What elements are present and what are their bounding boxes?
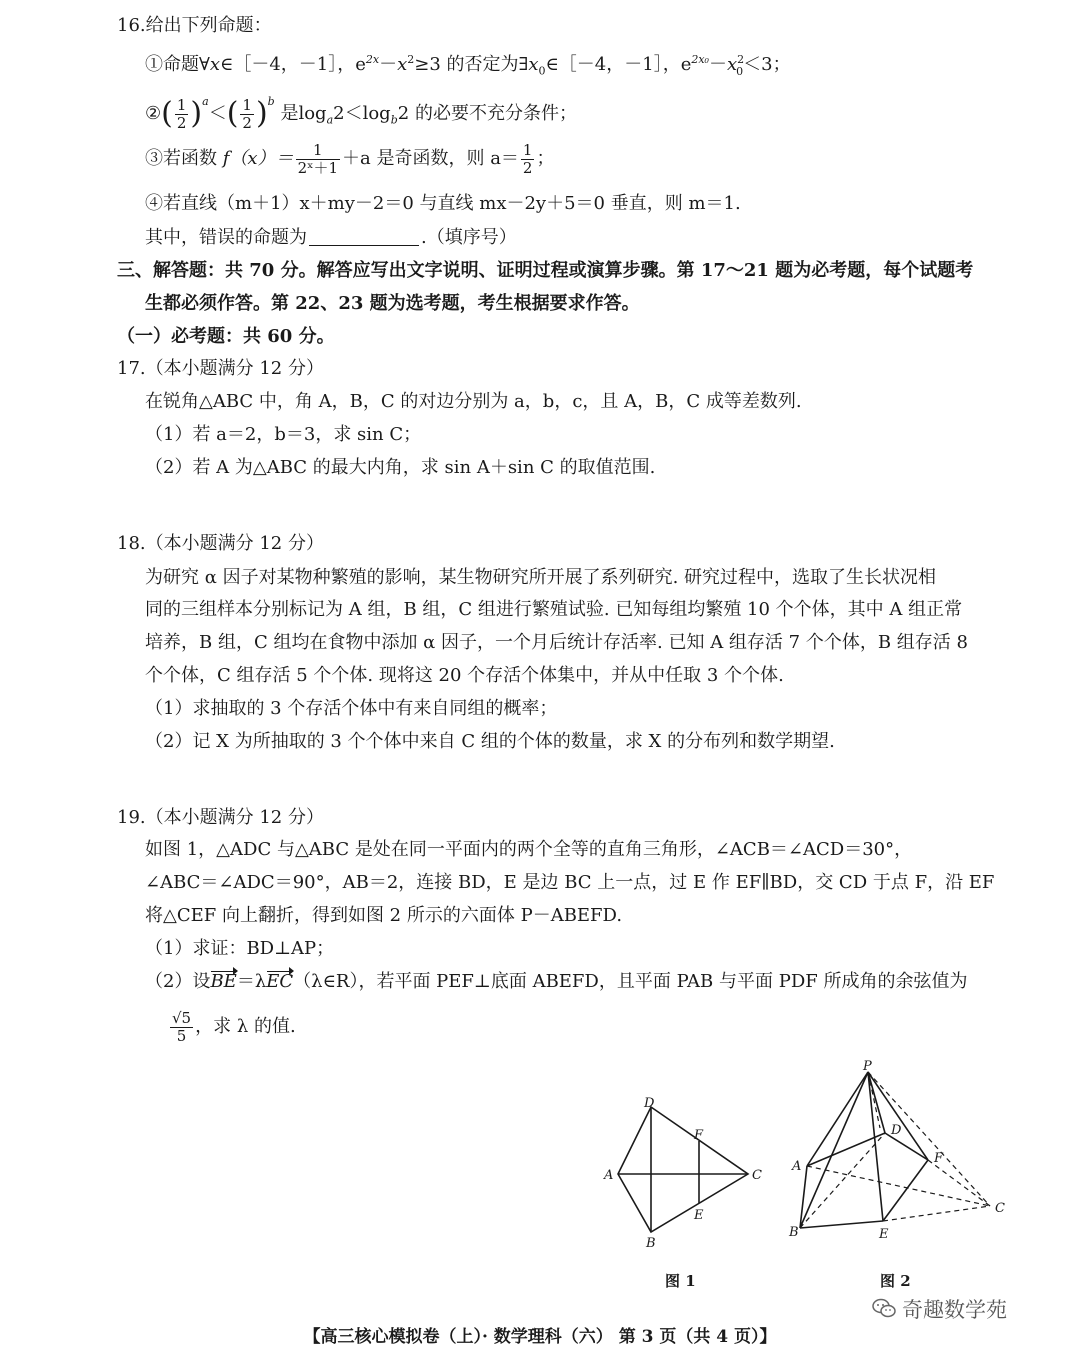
wechat-icon (872, 1298, 896, 1325)
q17-line3: （2）若 A 为△ABC 的最大内角，求 sin A＋sin C 的取值范围. (145, 457, 656, 478)
q16-prop-4: ④若直线（m＋1）x＋my－2＝0 与直线 mx－2y＋5＝0 垂直，则 m＝1. (145, 193, 741, 214)
q17-head: 17.（本小题满分 12 分） (117, 358, 324, 379)
q16-intro: 16.给出下列命题： (117, 15, 272, 36)
fig2-label-e: E (879, 1227, 889, 1242)
q16-prop-1: ①命题∀x∈［－4，－1］，$e^{2x}-x^2\ge 3$ 的否定为$\exists x_0\in[-4$，－1］，$e^{2x_0}-x^2_0<3$； (145, 53, 791, 78)
q18-head: 18.（本小题满分 12 分） (117, 533, 324, 554)
q19-line4: （1）求证：BD⊥AP； (145, 938, 335, 959)
q18-line3: 培养，B 组，C 组均在食物中添加 α 因子，一个月后统计存活率. 已知 A 组存活 7 个个体，B 组存活 8 (145, 632, 968, 653)
fig1-quadrilateral (618, 1107, 748, 1232)
q18-line2: 同的三组样本分别标记为 A 组，B 组，C 组进行繁殖试验. 已知每组均繁殖 10 个个体，其中 A 组正常 (145, 599, 963, 620)
fig2-label-c: C (995, 1201, 1005, 1216)
q18-line5: （1）求抽取的 3 个存活个体中有来自同组的概率； (145, 698, 558, 719)
section3-sub: （一）必考题：共 60 分。 (117, 326, 335, 347)
q19-line1: 如图 1，△ADC 与△ABC 是处在同一平面内的两个全等的直角三角形，∠ACB＝∠ACD＝30°， (145, 839, 913, 860)
fig1-label-b: B (646, 1236, 656, 1251)
fig1-label-a: A (604, 1168, 614, 1183)
watermark (872, 1294, 1007, 1325)
q17-line2: （1）若 a＝2，b＝3，求 sin C； (145, 424, 422, 445)
vector-ec: EC (266, 971, 294, 992)
q16-prop-2: ②( $\frac{1}{2}$ )$^a$＜( $\frac{1}{2}$ )$^b$ 是$\log_a2<\log_b2$ 的必要不充分条件； (145, 95, 577, 132)
figure-1 (596, 1095, 776, 1255)
section3-line2: 生都必须作答。第 22、23 题为选考题，考生根据要求作答。 (145, 293, 640, 314)
q18-line4: 个个体，C 组存活 5 个个体. 现将这 20 个存活个体集中，并从中任取 3 个个体. (145, 665, 784, 686)
fig1-label-d: D (644, 1096, 655, 1111)
fig2-label-p: P (863, 1059, 872, 1074)
figure-1-caption: 图 1 (665, 1272, 696, 1290)
page-footer: 【高三核心模拟卷（上）· 数学理科（六） 第 3 页（共 4 页）】 (303, 1327, 777, 1347)
q19-head: 19.（本小题满分 12 分） (117, 807, 324, 828)
fig2-label-b: B (789, 1225, 799, 1240)
q16-ask: 其中，错误的命题为 .（填序号） (145, 227, 517, 248)
figure-2 (785, 1058, 1015, 1248)
section3-line1: 三、解答题：共 70 分。解答应写出文字说明、证明过程或演算步骤。第 17～21 题为必考题，每个试题考 (117, 260, 974, 281)
answer-blank[interactable] (309, 227, 419, 246)
q19-line3: 将△CEF 向上翻折，得到如图 2 所示的六面体 P－ABEFD. (145, 905, 623, 926)
fig1-label-f: F (694, 1128, 704, 1143)
fig1-label-e: E (694, 1208, 704, 1223)
q16-prop-3: ③若函数 f（x）＝ $\frac{1}{\text{2ˣ＋1}}$ ＋a 是奇函数，则 a＝ $\frac{1}{2}$ ； (145, 140, 555, 177)
q18-line6: （2）记 X 为所抽取的 3 个个体中来自 C 组的个体的数量，求 X 的分布列和数学期望. (145, 731, 835, 752)
fig1-label-c: C (752, 1168, 762, 1183)
q19-line6: $\frac{√5}{5}$ ，求 λ 的值. (172, 1008, 296, 1045)
q19-line5: （2）设BE＝λEC（λ∈R），若平面 PEF⊥底面 ABEFD，且平面 PAB 与平面 PDF 所成角的余弦值为 (145, 971, 968, 992)
fig2-label-d: D (891, 1123, 902, 1138)
q18-line1: 为研究 α 因子对某物种繁殖的影响，某生物研究所开展了系列研究. 研究过程中，选取了生长状况相 (145, 567, 937, 588)
q17-line1: 在锐角△ABC 中，角 A，B，C 的对边分别为 a，b，c，且 A，B，C 成等差数列. (145, 391, 802, 412)
fig2-label-f: F (934, 1151, 944, 1166)
watermark-text: 奇趣数学苑 (902, 1298, 1007, 1322)
vector-be: BE (210, 971, 237, 992)
q19-line2: ∠ABC＝∠ADC＝90°，AB＝2，连接 BD，E 是边 BC 上一点，过 E 作 EF∥BD，交 CD 于点 F，沿 EF (145, 872, 995, 893)
fig2-label-a: A (792, 1159, 802, 1174)
figure-2-caption: 图 2 (880, 1272, 911, 1290)
